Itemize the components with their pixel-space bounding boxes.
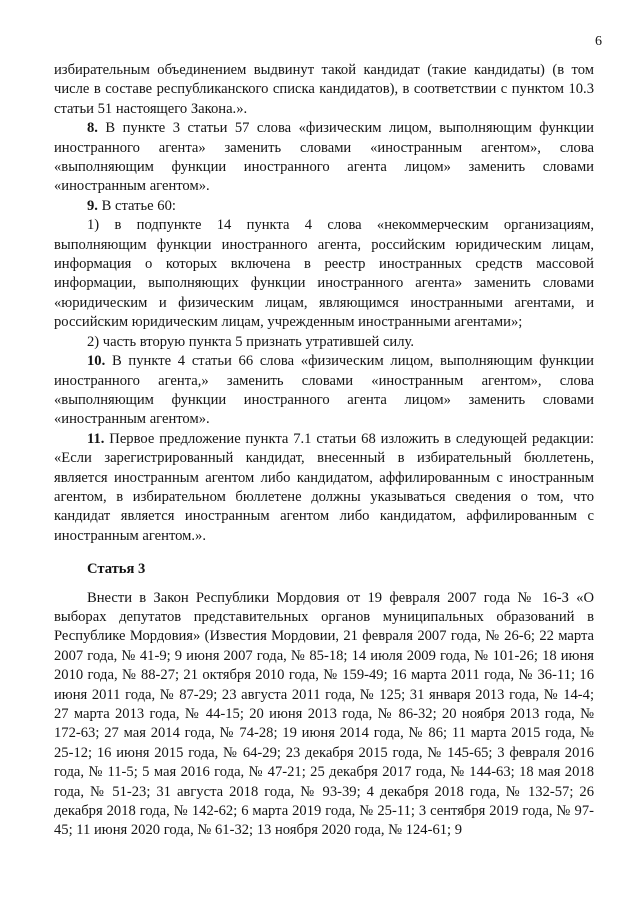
clause-text: В статье 60: [97, 197, 176, 214]
clause-text: В пункте 4 статьи 66 слова «физическим лицом, выполняющим функции иностранного агента,» заменить словами «иностранным агентом», слова «выполняющим функции иностранного агента лицом» заменить словами «иностранным агентом». [54, 353, 594, 428]
clause-number: 11. [87, 430, 105, 447]
paragraph-clause-11 [54, 430, 594, 546]
article-title: Статья 3 [87, 561, 146, 578]
clause-number: 8. [87, 120, 98, 137]
document-body [54, 61, 594, 841]
paragraph-subitem-1: 1) в подпункте 14 пункта 4 слова «некоммерческим организациям, выполняющим функции иностранного агента, российским юридическим лицам, информация о которых включена в реестр иностранных средств массовой информации, выполняющих функции иностранного агента» заменить словами «юридическим и физическим лицам, являющимся иностранными агентами, и российским юридическим лицам, учрежденным иностранными агентами»; [54, 217, 594, 331]
clause-text: Первое предложение пункта 7.1 статьи 68 изложить в следующей редакции: «Если зарегистрированный кандидат, внесенный в избирательный бюллетень, является иностранным агентом либо кандидатом, аффилированным с иностранным агентом, в избирательном бюллетене должны указываться сведения о том, что кандидат является иностранным агентом либо кандидатом, аффилированным с иностранным агентом.». [54, 430, 594, 544]
paragraph-subitem-2: 2) часть вторую пункта 5 признать утратившей силу. [87, 333, 415, 350]
paragraph-article-3-body: Внести в Закон Республики Мордовия от 19 февраля 2007 года № 16-З «О выборах депутатов представительных органов муниципальных образований в Республике Мордовия» (Известия Мордовии, 21 февраля 2007 года, № 26-6; 22 марта 2007 года, № 41-9; 9 июня 2007 года, № 85-18; 14 июля 2009 года, № 101-26; 18 июня 2010 года, № 88-27; 21 октября 2010 года, № 159-49; 16 марта 2011 года, № 36-11; 16 июня 2011 года, № 87-29; 23 августа 2011 года, № 125; 31 января 2013 года, № 14-4; 27 марта 2013 года, № 44-15; 20 июня 2013 года, № 86-32; 20 ноября 2013 года, № 172-63; 27 мая 2014 года, № 74-28; 19 июня 2014 года, № 86; 11 марта 2015 года, № 25-12; 16 июня 2015 года, № 64-29; 23 декабря 2015 года, № 145-65; 3 февраля 2016 года, № 11-5; 5 мая 2016 года, № 47-21; 25 декабря 2017 года, № 144-63; 18 мая 2018 года, № 51-23; 31 августа 2018 года, № 93-39; 4 декабря 2018 года, № 132-57; 26 декабря 2018 года, № 142-62; 6 марта 2019 года, № 25-11; 3 сентября 2019 года, № 97-45; 11 июня 2020 года, № 61-32; 13 ноября 2020 года, № 124-61; 9 [54, 589, 594, 839]
page-number: 6 [595, 34, 602, 49]
clause-number: 9. [87, 197, 98, 214]
clause-number: 10. [87, 353, 106, 370]
paragraph-clause-10 [54, 352, 594, 430]
paragraph-clause-8 [54, 119, 594, 197]
paragraph-continuation: избирательным объединением выдвинут такой кандидат (такие кандидаты) (в том числе в составе республиканского списка кандидатов), в соответствии с пунктом 10.3 статьи 51 настоящего Закона.». [54, 62, 594, 117]
clause-text: В пункте 3 статьи 57 слова «физическим лицом, выполняющим функции иностранного агента» заменить словами «иностранным агентом», слова «выполняющим функции иностранного агента лицом» заменить словами «иностранным агентом». [54, 120, 594, 195]
paragraph-clause-9 [54, 197, 594, 216]
